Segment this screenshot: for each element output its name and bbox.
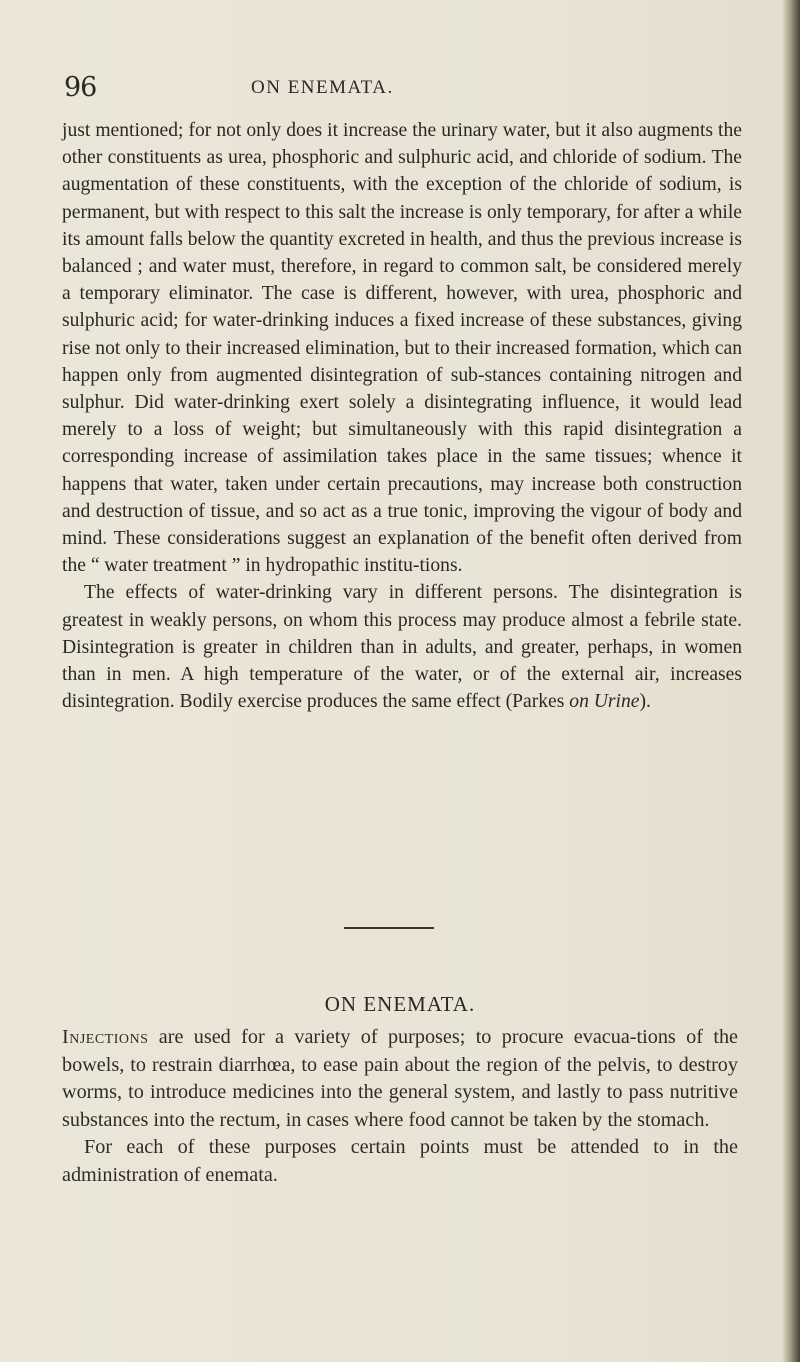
page-header: [0, 72, 800, 104]
page-edge-shadow: [782, 0, 800, 1362]
section-lead-word: Injections: [62, 1026, 149, 1048]
running-head: ON ENEMATA.: [251, 77, 394, 98]
body-text: [62, 117, 742, 715]
body-paragraph-2-main: The effects of water-drinking vary in different persons. The disintegration is greatest in weakly persons, on whom this process may produce almost a febrile state. Disintegration is greater in children than in adults, and greater, perhaps, in women than in men. A high temperature of the water, or of the external air, increases disintegration. Bodily exercise produces the same effect (Parkes: [62, 582, 742, 713]
section-text: [62, 1024, 738, 1190]
page-number: 96: [64, 72, 97, 103]
section-divider: [344, 927, 434, 929]
section-paragraph-2: [62, 1134, 738, 1189]
section-paragraph-1-rest: are used for a variety of purposes; to procure evacua-tions of the bowels, to restrain diarrhœa, to ease pain about the region of the pelvis, to destroy worms, to introduce medicines into the general system, and lastly to pass nutritive substances into the rectum, in cases where food cannot be taken by the stomach.: [62, 1026, 738, 1131]
section-paragraph-1: [62, 1024, 738, 1134]
section-paragraph-2-text: For each of these purposes certain points must be attended to in the administration of enemata.: [62, 1136, 738, 1186]
body-paragraph-2-end: ).: [639, 691, 651, 713]
body-paragraph-1: just mentioned; for not only does it increase the urinary water, but it also augments the other constituents as urea, phosphoric and sulphuric acid, and chloride of sodium. The augmentation of these constituents, with the exception of the chloride of sodium, is permanent, but with respect to this salt the increase is only temporary, for after a while its amount falls below the quantity excreted in health, and thus the previous increase is balanced ; and water must, therefore, in regard to common salt, be considered merely a temporary eliminator. The case is different, however, with urea, phosphoric and sulphuric acid; for water-drinking induces a fixed increase of these substances, giving rise not only to their increased elimination, but to their increased formation, which can happen only from augmented disintegration of sub-stances containing nitrogen and sulphur. Did water-drinking exert solely a disintegrating influence, it would lead merely to a loss of weight; but simultaneously with this rapid disintegration a corresponding increase of assimilation takes place in the same tissues; whence it happens that water, taken under certain precautions, may increase both construction and destruction of tissue, and so act as a true tonic, improving the vigour of body and mind. These considerations suggest an explanation of the benefit often derived from the “ water treatment ” in hydropathic institu-tions.: [62, 120, 742, 577]
section-title: ON ENEMATA.: [324, 992, 476, 1016]
citation-title: on Urine: [569, 691, 640, 713]
body-paragraph-2: [62, 579, 742, 715]
